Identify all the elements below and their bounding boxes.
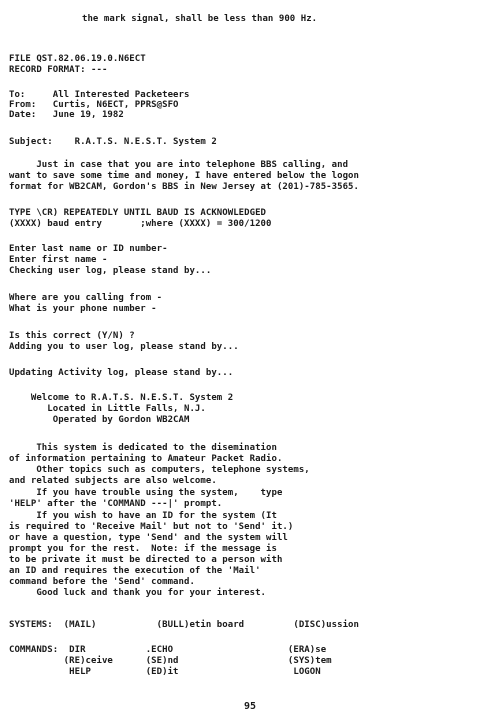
logon-line: Where are you calling from - <box>9 293 163 303</box>
body-line: to be private it must be directed to a person with <box>9 555 283 565</box>
intro-line: Just in case that you are into telephone BBS calling, and <box>9 160 349 170</box>
record-format-line: RECORD FORMAT: --- <box>9 65 108 75</box>
systems-line: SYSTEMS: (MAIL) (BULL)etin board (DISC)ussion <box>9 620 359 630</box>
body-line: Other topics such as computers, telephone systems, <box>9 465 310 475</box>
memo-subject: Subject: R.A.T.S. N.E.S.T. System 2 <box>9 137 217 147</box>
intro-line: format for WB2CAM, Gordon's BBS in New Jersey at (201)-785-3565. <box>9 182 359 192</box>
logon-line: Enter last name or ID number- <box>9 244 168 254</box>
body-line: Good luck and thank you for your interest. <box>9 588 267 598</box>
logon-line: What is your phone number - <box>9 304 157 314</box>
body-line: an ID and requires the execution of the 'Mail' <box>9 566 261 576</box>
body-line: If you wish to have an ID for the system (It <box>9 511 277 521</box>
body-line: If you have trouble using the system, type <box>9 488 283 498</box>
body-line: command before the 'Send' command. <box>9 577 195 587</box>
body-line: prompt you for the rest. Note: if the message is <box>9 544 277 554</box>
welcome-line: Operated by Gordon WB2CAM <box>9 415 190 425</box>
body-line: This system is dedicated to the disemination <box>9 443 277 453</box>
logon-line: (XXXX) baud entry ;where (XXXX) = 300/1200 <box>9 219 272 229</box>
body-line: 'HELP' after the 'COMMAND ---|' prompt. <box>9 499 223 509</box>
commands-line: COMMANDS: DIR .ECHO (ERA)se <box>9 645 327 655</box>
memo-from: From: Curtis, N6ECT, PPRS@SFO <box>9 100 179 110</box>
logon-line: Is this correct (Y/N) ? <box>9 331 135 341</box>
memo-to: To: All Interested Packeteers <box>9 90 190 100</box>
body-line: and related subjects are also welcome. <box>9 476 217 486</box>
logon-line: Checking user log, please stand by... <box>9 266 212 276</box>
commands-line: HELP (ED)it LOGON <box>9 667 321 677</box>
logon-line: Adding you to user log, please stand by... <box>9 342 239 352</box>
logon-line: Enter first name - <box>9 255 108 265</box>
intro-line: want to save some time and money, I have entered below the logon <box>9 171 359 181</box>
logon-line: TYPE \CR) REPEATEDLY UNTIL BAUD IS ACKNOWLEDGED <box>9 208 267 218</box>
page-number: 95 <box>243 701 257 712</box>
welcome-line: Welcome to R.A.T.S. N.E.S.T. System 2 <box>9 393 234 403</box>
body-line: is required to 'Receive Mail' but not to 'Send' it.) <box>9 522 294 532</box>
body-line: of information pertaining to Amateur Packet Radio. <box>9 454 283 464</box>
logon-line: Updating Activity log, please stand by... <box>9 368 234 378</box>
commands-line: (RE)ceive (SE)nd (SYS)tem <box>9 656 332 666</box>
continuation-line: the mark signal, shall be less than 900 Hz. <box>82 14 318 24</box>
welcome-line: Located in Little Falls, N.J. <box>9 404 206 414</box>
file-line: FILE QST.82.06.19.0.N6ECT <box>9 54 146 64</box>
body-line: or have a question, type 'Send' and the system will <box>9 533 288 543</box>
memo-date: Date: June 19, 1982 <box>9 110 124 120</box>
